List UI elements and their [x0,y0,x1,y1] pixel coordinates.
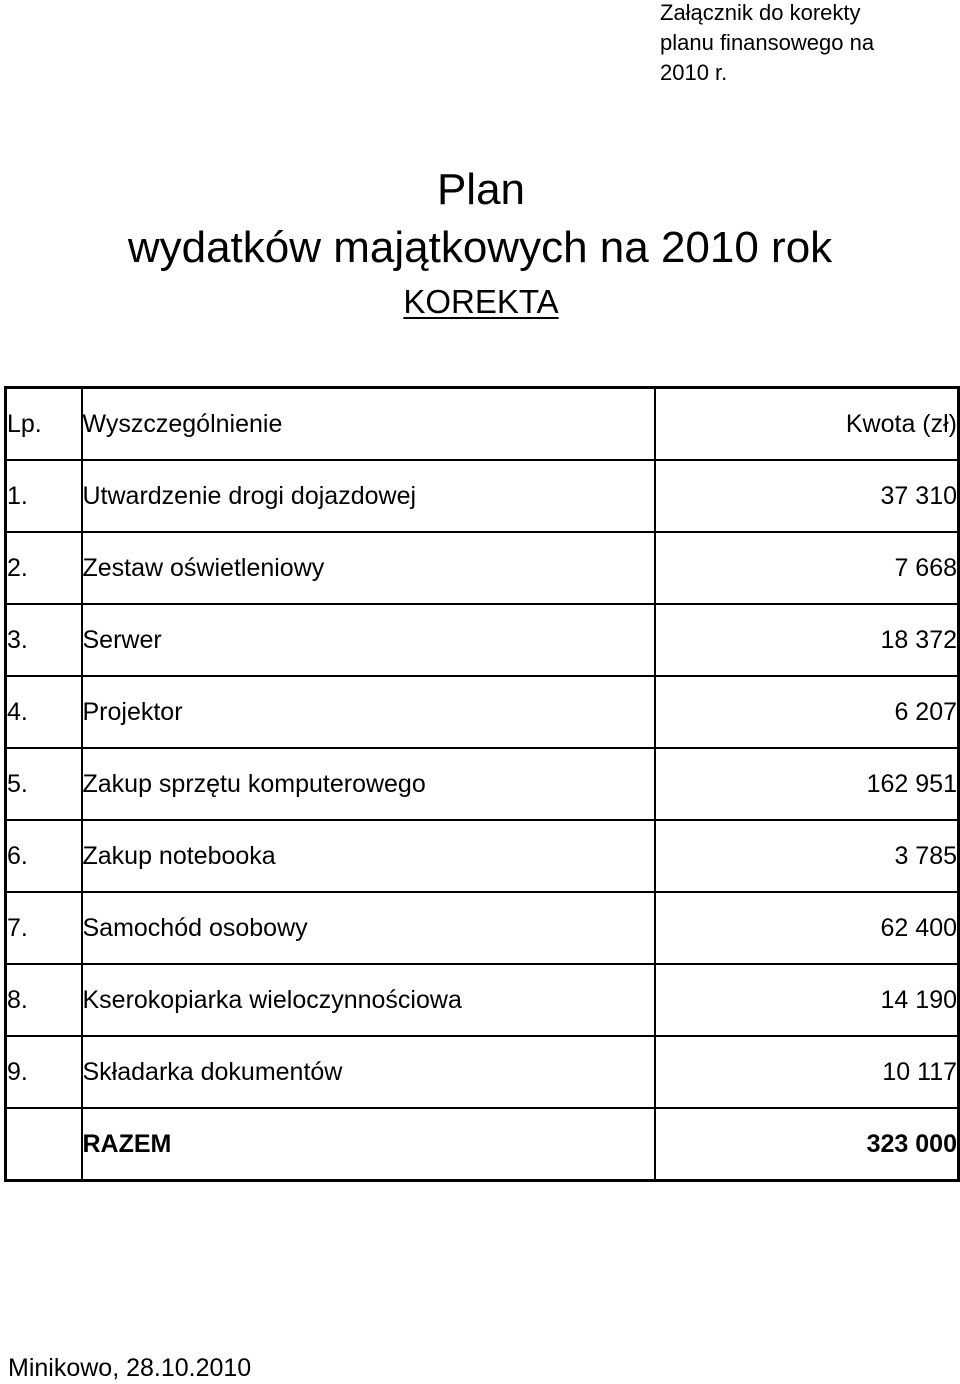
table-row [6,892,959,964]
total-label: RAZEM [82,1108,655,1181]
row-description: Serwer [82,604,655,676]
total-lp-empty [6,1108,82,1181]
header-description: Wyszczególnienie [82,388,655,461]
row-description: Składarka dokumentów [82,1036,655,1108]
row-amount: 62 400 [655,892,959,964]
document-subtitle [2,282,960,322]
row-lp: 2. [6,532,82,604]
place-and-date: Minikowo, 28.10.2010 [8,1354,252,1382]
document-title-subline: wydatków majątkowych na 2010 rok [127,223,833,272]
table-header-row [6,388,959,461]
table-row [6,676,959,748]
row-amount: 14 190 [655,964,959,1036]
row-lp: 5. [6,748,82,820]
row-description: Samochód osobowy [82,892,655,964]
row-amount: 3 785 [655,820,959,892]
attachment-note-line: Załącznik do korekty [660,0,861,25]
row-description: Projektor [82,676,655,748]
row-description: Kserokopiarka wieloczynnościowa [82,964,655,1036]
row-amount: 162 951 [655,748,959,820]
document-title-block [0,162,960,322]
row-description: Zestaw oświetleniowy [82,532,655,604]
attachment-note [660,0,950,88]
header-lp: Lp. [6,388,82,461]
table-row [6,1036,959,1108]
table-row [6,460,959,532]
attachment-note-line: planu finansowego na [660,30,875,55]
row-description: Zakup sprzętu komputerowego [82,748,655,820]
table-row [6,532,959,604]
row-lp: 9. [6,1036,82,1108]
header-amount: Kwota (zł) [655,388,959,461]
row-amount: 7 668 [655,532,959,604]
subtitle-text: KOREKTA [403,283,559,320]
row-lp: 3. [6,604,82,676]
row-amount: 10 117 [655,1036,959,1108]
row-lp: 7. [6,892,82,964]
row-description: Utwardzenie drogi dojazdowej [82,460,655,532]
row-lp: 4. [6,676,82,748]
attachment-note-line: 2010 r. [660,60,728,85]
table-row [6,964,959,1036]
row-amount: 37 310 [655,460,959,532]
row-amount: 6 207 [655,676,959,748]
total-amount: 323 000 [655,1108,959,1181]
row-lp: 8. [6,964,82,1036]
table-row [6,748,959,820]
table-row [6,604,959,676]
row-description: Zakup notebooka [82,820,655,892]
expenditure-table [4,386,960,1182]
document-title: Plan [436,165,526,214]
row-lp: 6. [6,820,82,892]
row-lp: 1. [6,460,82,532]
row-amount: 18 372 [655,604,959,676]
table-row [6,820,959,892]
table-total-row [6,1108,959,1181]
